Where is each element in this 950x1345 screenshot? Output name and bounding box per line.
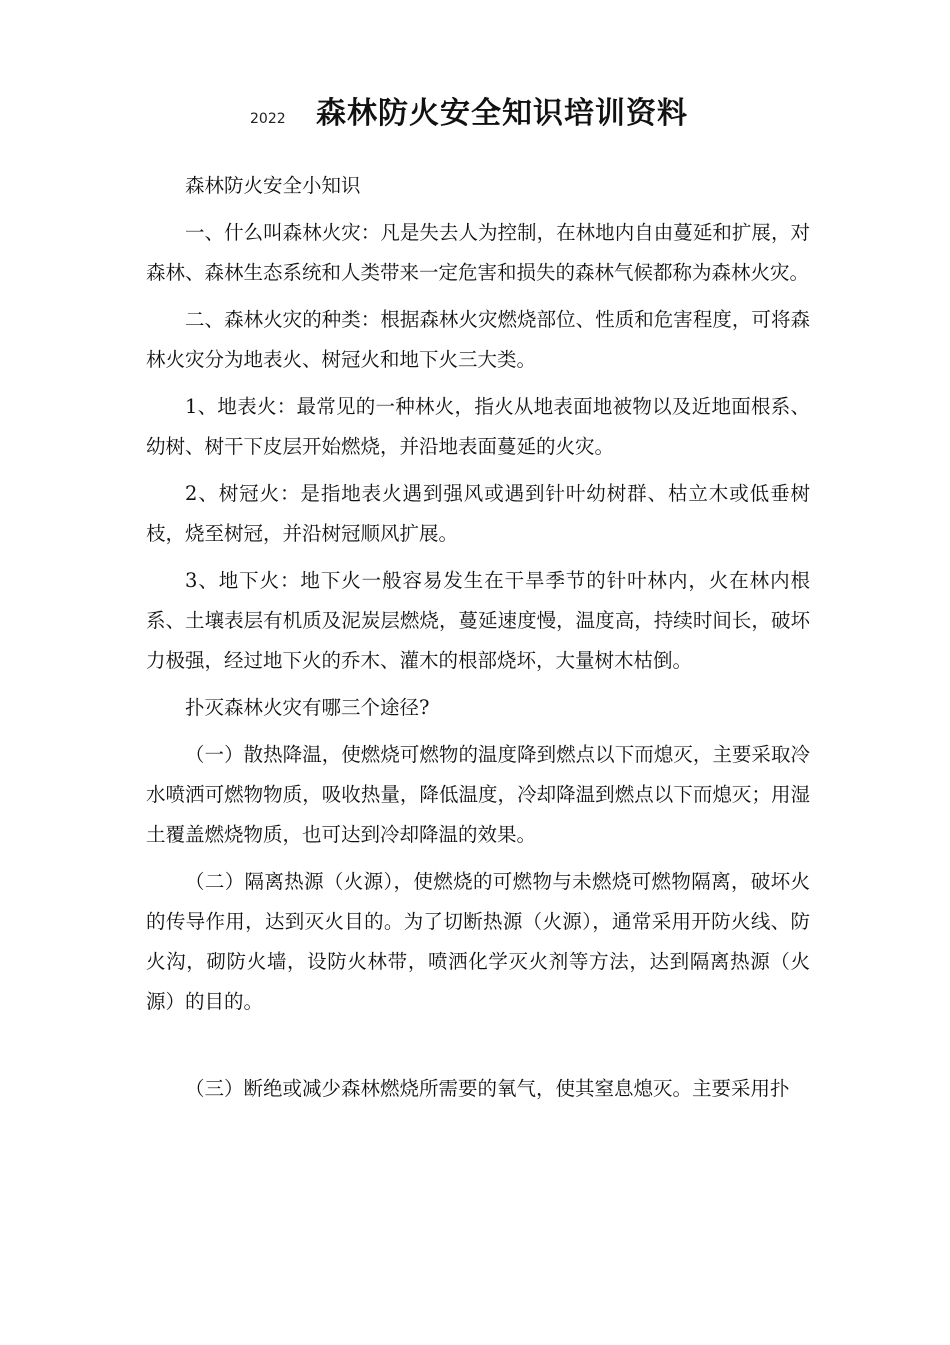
title-year: 2022 <box>250 111 286 127</box>
paragraph: 1、地表火：最常见的一种林火，指火从地表面地被物以及近地面根系、幼树、树干下皮层开始燃烧，并沿地表面蔓延的火灾。 <box>146 395 810 458</box>
paragraph: （三）断绝或减少森林燃烧所需要的氧气，使其窒息熄灭。主要采用扑 <box>185 1077 790 1100</box>
paragraph: （一）散热降温，使燃烧可燃物的温度降到燃点以下而熄灭，主要采取冷水喷洒可燃物物质，吸收热量，降低温度，冷却降温到燃点以下而熄灭；用湿土覆盖燃烧物质，也可达到冷却降温的效果。 <box>146 743 810 846</box>
paragraph: 一、什么叫森林火灾：凡是失去人为控制，在林地内自由蔓延和扩展，对森林、森林生态系统和人类带来一定危害和损失的森林气候都称为森林火灾。 <box>146 221 810 284</box>
paragraph: 二、森林火灾的种类：根据森林火灾燃烧部位、性质和危害程度，可将森林火灾分为地表火、树冠火和地下火三大类。 <box>146 308 810 371</box>
paragraph: 3、地下火：地下火一般容易发生在干旱季节的针叶林内，火在林内根系、土壤表层有机质及泥炭层燃烧，蔓延速度慢，温度高，持续时间长，破坏力极强，经过地下火的乔木、灌木的根部烧坏，大量树木枯倒。 <box>146 569 810 672</box>
document-title: 森林防火安全知识培训资料 <box>316 96 688 131</box>
section-heading: 扑灭森林火灾有哪三个途径? <box>185 696 430 719</box>
title-row <box>0 86 950 136</box>
paragraph: （二）隔离热源（火源），使燃烧的可燃物与未燃烧可燃物隔离，破坏火的传导作用，达到灭火目的。为了切断热源（火源），通常采用开防火线、防火沟，砌防火墙，设防火林带，喷洒化学灭火剂等方法，达到隔离热源（火源）的目的。 <box>146 870 810 1013</box>
paragraph: 2、树冠火：是指地表火遇到强风或遇到针叶幼树群、枯立木或低垂树枝，烧至树冠，并沿树冠顺风扩展。 <box>146 482 810 545</box>
document-body <box>146 166 810 1116</box>
section-heading: 森林防火安全小知识 <box>185 174 361 197</box>
